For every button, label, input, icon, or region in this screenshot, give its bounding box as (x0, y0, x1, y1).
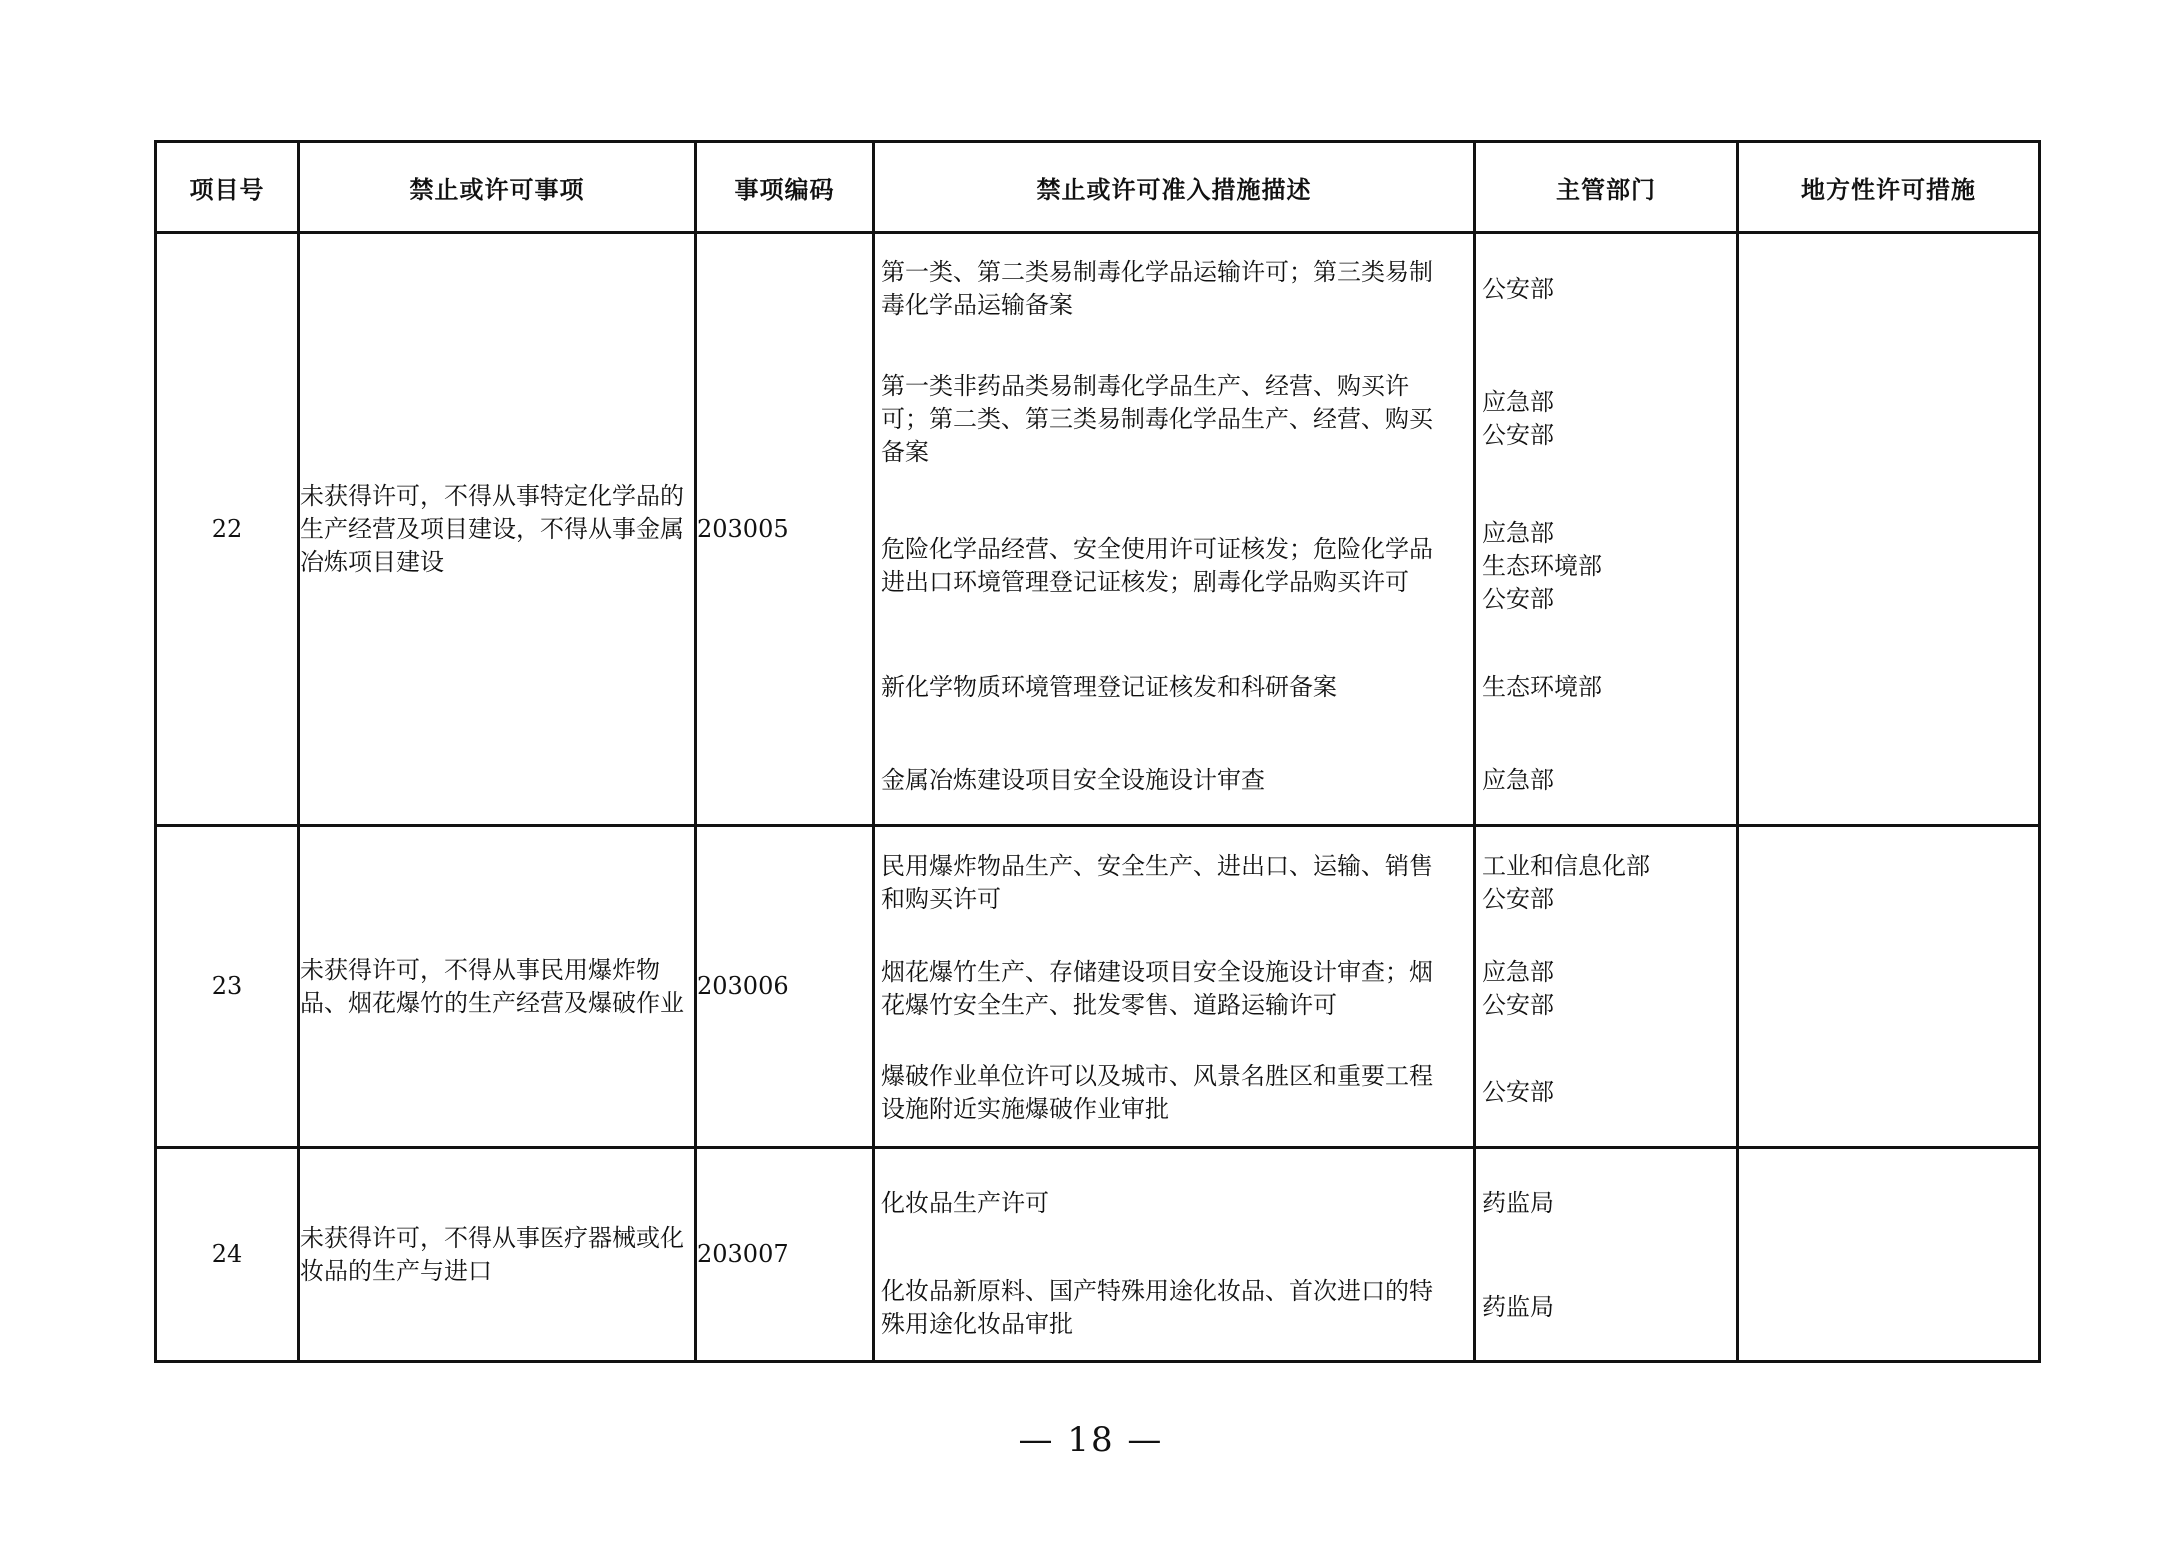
department-name: 应急部 (1482, 388, 1554, 416)
measure-description: 化妆品生产许可 (881, 1189, 1049, 1217)
header-local-measures: 地方性许可措施 (1738, 142, 2040, 233)
department-name: 药监局 (1482, 1293, 1554, 1321)
header-item-code: 事项编码 (696, 142, 874, 233)
measure-description: 第一类非药品类易制毒化学品生产、经营、购买许可；第二类、第三类易制毒化学品生产、经营、购买备案 (881, 371, 1433, 466)
department-name: 公安部 (1482, 990, 1554, 1019)
local-measures (1738, 826, 2040, 1148)
department-name: 应急部 (1482, 765, 1554, 794)
item-number: 22 (156, 233, 299, 826)
measure-description: 新化学物质环境管理登记证核发和科研备案 (881, 672, 1337, 701)
department-name: 公安部 (1482, 274, 1554, 303)
header-measure-description: 禁止或许可准入措施描述 (874, 142, 1475, 233)
permit-item: 未获得许可，不得从事民用爆炸物品、烟花爆竹的生产经营及爆破作业 (299, 826, 696, 1148)
department-group (1476, 1257, 1736, 1359)
department-name: 公安部 (1482, 584, 1554, 613)
header-item-number: 项目号 (156, 142, 299, 233)
department-cell (1475, 1148, 1738, 1362)
table-row (156, 233, 2040, 826)
permit-item: 未获得许可，不得从事特定化学品的生产经营及项目建设，不得从事金属冶炼项目建设 (299, 233, 696, 826)
measure-description: 危险化学品经营、安全使用许可证核发；危险化学品进出口环境管理登记证核发；剧毒化学品购买许可 (881, 535, 1433, 596)
department-name: 生态环境部 (1482, 551, 1602, 580)
measure-description: 爆破作业单位许可以及城市、风景名胜区和重要工程设施附近实施爆破作业审批 (881, 1061, 1433, 1123)
department-name: 生态环境部 (1482, 672, 1602, 701)
department-name: 应急部 (1482, 957, 1554, 986)
department-group (1476, 1151, 1736, 1257)
table-row (156, 826, 2040, 1148)
department-group (1476, 937, 1736, 1041)
measure-description: 民用爆炸物品生产、安全生产、进出口、运输、销售和购买许可 (881, 851, 1433, 913)
header-department: 主管部门 (1475, 142, 1738, 233)
department-name: 药监局 (1482, 1189, 1554, 1217)
department-name: 公安部 (1482, 884, 1554, 913)
measure-description: 金属冶炼建设项目安全设施设计审查 (881, 765, 1265, 794)
header-permit-item: 禁止或许可事项 (299, 142, 696, 233)
department-group (1476, 494, 1736, 638)
measure-description: 第一类、第二类易制毒化学品运输许可；第三类易制毒化学品运输备案 (881, 258, 1433, 319)
measure-description-cell (874, 1148, 1475, 1362)
measure-description: 烟花爆竹生产、存储建设项目安全设施设计审查；烟花爆竹安全生产、批发零售、道路运输许可 (881, 957, 1433, 1019)
permit-table (154, 140, 2041, 1363)
department-group (1476, 736, 1736, 824)
department-cell (1475, 826, 1738, 1148)
item-number: 24 (156, 1148, 299, 1362)
department-cell (1475, 233, 1738, 826)
measure-description: 化妆品新原料、国产特殊用途化妆品、首次进口的特殊用途化妆品审批 (881, 1276, 1433, 1338)
measure-description-cell (874, 826, 1475, 1148)
item-code: 203005 (696, 233, 874, 826)
department-name: 工业和信息化部 (1482, 851, 1650, 880)
department-group (1476, 234, 1736, 344)
department-name: 公安部 (1482, 421, 1554, 449)
item-code: 203006 (696, 826, 874, 1148)
measure-description-cell (874, 233, 1475, 826)
department-group (1476, 829, 1736, 937)
table-header-row (156, 142, 2040, 233)
department-name: 应急部 (1482, 518, 1554, 547)
item-code: 203007 (696, 1148, 874, 1362)
department-group (1476, 638, 1736, 736)
local-measures (1738, 1148, 2040, 1362)
page-number: — 18 — (1018, 1420, 1164, 1460)
department-group (1476, 1041, 1736, 1145)
permit-item: 未获得许可，不得从事医疗器械或化妆品的生产与进口 (299, 1148, 696, 1362)
department-group (1476, 344, 1736, 494)
department-name: 公安部 (1482, 1078, 1554, 1106)
item-number: 23 (156, 826, 299, 1148)
permit-table-container (154, 140, 2038, 1363)
local-measures (1738, 233, 2040, 826)
table-row (156, 1148, 2040, 1362)
